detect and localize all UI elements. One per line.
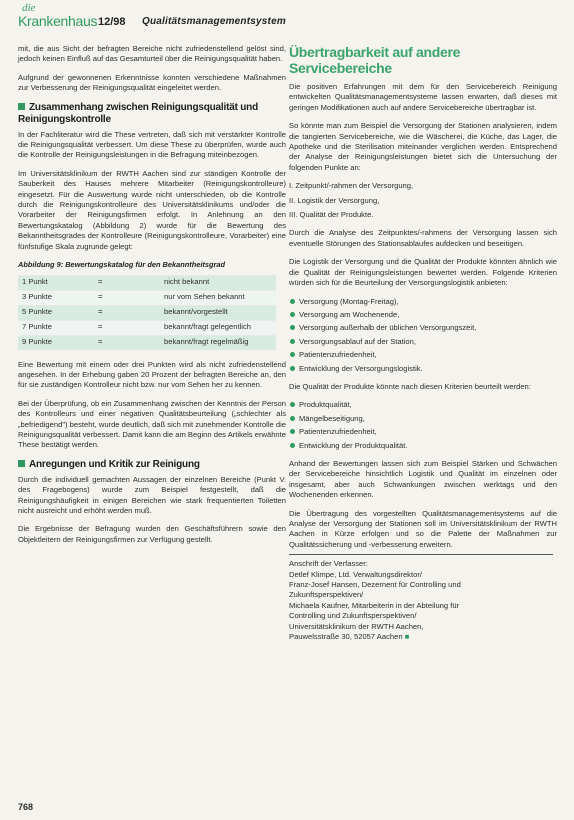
list-item-text: Mängelbeseitigung, — [299, 413, 365, 423]
list-item — [289, 441, 557, 451]
divider — [289, 554, 553, 555]
table-cell-description: bekannt/vorgestellt — [160, 305, 276, 320]
section-marker-icon — [18, 103, 25, 110]
right-column — [289, 44, 557, 642]
list-item — [289, 400, 557, 410]
table-cell-points: 9 Punkte — [18, 335, 98, 350]
left-column — [18, 44, 286, 553]
bullet-icon — [290, 312, 295, 317]
address-line: Detlef Klimpe, Ltd. Verwaltungsdirektor/ — [289, 569, 422, 579]
table-cell-description: bekannt/fragt regelmäßig — [160, 335, 276, 350]
table-row — [18, 275, 276, 290]
list-item-text: Versorgung außerhalb der üblichen Versorgungszeit, — [299, 323, 477, 333]
address-line: Universitätsklinikum der RWTH Aachen, — [289, 621, 424, 631]
paragraph: Die Logistik der Versorgung und die Qualität der Produkte könnten ähnlich wie die Qualität der Reinigungsleistungen bewertet werden. Folgende Kriterien würden sich für die Beurteilung der Versorgungslogistik anbieten: — [289, 257, 557, 288]
list-item — [289, 310, 557, 320]
bullet-icon — [290, 325, 295, 330]
author-address — [289, 559, 557, 642]
page-number: 768 — [18, 802, 34, 812]
roman-list-item: II. Logistik der Versorgung, — [289, 195, 380, 205]
paragraph: Aufgrund der gewonnenen Erkenntnisse konnten verschiedene Maßnahmen zur Verbesserung der Reinigungsqualität eingeleitet werden. — [18, 72, 286, 93]
list-item — [289, 364, 557, 374]
heading-text: Zusammenhang zwischen Reinigungsqualität und Reinigungskontrolle — [18, 101, 258, 125]
table-cell-equals: = — [98, 335, 160, 350]
logo-word-krankenhaus: Krankenhaus — [18, 13, 98, 29]
paragraph: Eine Bewertung mit einem oder drei Punkten wird als nicht zufriedenstellend angesehen. In der Erhebung gaben 20 Prozent der befragten Bereiche an, den für sie zuständigen Kontrolleur nicht bzw. nur vom Sehen her zu kennen. — [18, 359, 286, 390]
table-row — [18, 320, 276, 335]
list-item — [289, 427, 557, 437]
quality-criteria-list — [289, 400, 557, 451]
paragraph: Die Übertragung des vorgestellten Qualitätsmanagementsystems auf die Analyse der Versorgung der Stationen soll im Universitätsklinikum der RWTH Aachen in Kürze erfolgen und so die Palette der Maßnahmen zur Qualitätssicherung und -verbesserung erweitern. — [289, 508, 557, 549]
logo-word-die: die — [22, 2, 36, 14]
paragraph: Anhand der Bewertungen lassen sich zum Beispiel Stärken und Schwächen der Servicebereiche hinsichtlich Logistik und Qualität im einzelnen oder insgesamt, aber auch Schwankungen zwischen werktags und den Wochenenden erkennen. — [289, 458, 557, 500]
list-item — [289, 323, 557, 333]
page-header — [18, 2, 558, 32]
address-line: Zukunftsperspektiven/ — [289, 590, 364, 600]
address-line: Anschrift der Verfasser: — [289, 559, 368, 569]
list-item-text: Patientenzufriedenheit, — [299, 350, 377, 360]
roman-list-item: III. Qualität der Produkte. — [289, 210, 374, 220]
journal-logo — [18, 2, 96, 32]
list-item — [289, 337, 557, 347]
issue-number: 12/98 — [98, 16, 126, 28]
section-marker-icon — [18, 460, 25, 467]
paragraph: Die Qualität der Produkte könnte nach diesen Kriterien beurteilt werden: — [289, 381, 531, 391]
table-cell-points: 1 Punkt — [18, 275, 98, 290]
bullet-icon — [290, 352, 295, 357]
roman-list-item: I. Zeitpunkt/-rahmen der Versorgung, — [289, 181, 414, 191]
list-item-text: Versorgungsablauf auf der Station, — [299, 336, 416, 346]
paragraph: Bei der Überprüfung, ob ein Zusammenhang zwischen der Kenntnis der Person des Kontrolleurs und einer negativen Qualitätsbeurteilung („schlechter als „befriedigend") besteht, wurde deutlich, daß sich mit zunehmender Kontrolle die Reinigungsqualität verbessert. Damit kann die am Beginn des Artikels erwähnte These bestätigt werden. — [18, 398, 286, 450]
paragraph: Im Universitätsklinikum der RWTH Aachen sind zur ständigen Kontrolle der Sauberkeit des Hauses mehrere Mitarbeiter (Reinigungskontrolleure) eingesetzt. Für die Auswertung wurde nicht unterschieden, ob die Kontrolle durch die Reinigungskontrolleure des Universitätsklinikums und/oder die Vorarbeiter der Reinigungsfirmen erfolgt. In Anlehnung an den Bewertungskatalog (Abbildung 2) wurde für die Bewertung des Bekanntheitsgrades der Kontrolleure (Reinigungskontrolleure, Vorarbeiter) eine fünfstufige Skala zugrunde gelegt: — [18, 168, 286, 251]
address-line: Michaela Kaufner, Mitarbeiterin in der Abteilung für — [289, 600, 460, 610]
table-cell-description: bekannt/fragt gelegentlich — [160, 320, 276, 335]
logistics-criteria-list — [289, 297, 557, 374]
table-cell-equals: = — [98, 320, 160, 335]
heading-anregungen — [18, 459, 286, 471]
bullet-icon — [290, 443, 295, 448]
section-title: Qualitätsmanagementsystem — [142, 16, 286, 27]
table-cell-equals: = — [98, 290, 160, 305]
table-cell-description: nicht bekannt — [160, 275, 276, 290]
address-line: Franz-Josef Hansen, Dezernent für Controlling und — [289, 580, 461, 590]
list-item-text: Entwicklung der Versorgungslogistik. — [299, 363, 423, 373]
paragraph: Die Ergebnisse der Befragung wurden den Geschäftsführern sowie den Objektleitern der Reinigungsfirmen zur Verfügung gestellt. — [18, 524, 286, 544]
table-row — [18, 290, 276, 305]
list-item-text: Produktqualität, — [299, 400, 352, 410]
bullet-icon — [290, 416, 295, 421]
table-cell-points: 3 Punkte — [18, 290, 98, 305]
bullet-icon — [290, 299, 295, 304]
table-cell-points: 7 Punkte — [18, 320, 98, 335]
article-section-title: Übertragbarkeit auf andere Servicebereiche — [289, 44, 461, 76]
paragraph: mit, die aus Sicht der befragten Bereiche nicht zufriedenstellend gelöst sind, jedoch keinen Einfluß auf das Gesamturteil über die Reinigungsqualität haben. — [18, 44, 286, 64]
end-mark-icon: ■ — [404, 632, 410, 642]
paragraph: Durch die individuell gemachten Aussagen der einzelnen Bereiche (Punkt V. des Fragebogens) wurde zum Beispiel festgestellt, daß die Reinigungshäufigkeit in einigen Bereichen wie stark frequentierten Toiletten nicht ausreicht und erhöht werden muß. — [18, 474, 286, 515]
address-text: Pauwelsstraße 30, 52057 Aachen — [289, 632, 403, 642]
heading-text: Anregungen und Kritik zur Reinigung — [29, 458, 200, 470]
bullet-icon — [290, 429, 295, 434]
list-item-text: Versorgung (Montag-Freitag), — [299, 296, 399, 306]
address-line: Controlling und Zukunftsperspektiven/ — [289, 611, 417, 621]
list-item-text: Entwicklung der Produktqualität. — [299, 440, 408, 450]
table-cell-equals: = — [98, 305, 160, 320]
table-row — [18, 305, 276, 320]
rating-table — [18, 275, 276, 350]
heading-zusammenhang — [18, 102, 286, 126]
list-item — [289, 350, 557, 360]
address-line — [289, 632, 557, 642]
table-cell-equals: = — [98, 275, 160, 290]
list-item — [289, 414, 557, 424]
paragraph: Durch die Analyse des Zeitpunktes/-rahmens der Versorgung lassen sich eventuelle Störungen des Stationsablaufes aufdecken und beseitigen. — [289, 228, 557, 248]
paragraph: So könnte man zum Beispiel die Versorgung der Stationen analysieren, indem die tangierten Servicebereiche, wie die Wäscherei, die Küche, das Lager, die Apotheke und die Sterilisation miteinander verglichen werden. Entsprechend der Analyse der Reinigungsleistungen bietet sich die Untersuchung der folgenden Punkte an: — [289, 121, 557, 172]
table-cell-description: nur vom Sehen bekannt — [160, 290, 276, 305]
list-item-text: Versorgung am Wochenende, — [299, 309, 400, 319]
bullet-icon — [290, 366, 295, 371]
bullet-icon — [290, 339, 295, 344]
table-cell-points: 5 Punkte — [18, 305, 98, 320]
paragraph: Die positiven Erfahrungen mit dem für den Servicebereich Reinigung entwickelten Qualitätsmanagementsysteme lassen erwarten, daß dieses mit geringen Modifikationen auch auf andere Servicebereiche übertragbar ist. — [289, 82, 557, 112]
paragraph: In der Fachliteratur wird die These vertreten, daß sich mit verstärkter Kontrolle die Reinigungsqualität verbessert. Um diese These zu überprüfen, wurde auch die Kontrolle der Reinigungsleistungen in die Befragung miteinbezogen. — [18, 129, 286, 160]
table-row — [18, 335, 276, 350]
list-item — [289, 297, 557, 307]
bullet-icon — [290, 402, 295, 407]
list-item-text: Patientenzufriedenheit, — [299, 427, 377, 437]
figure-caption: Abbildung 9: Bewertungskatalog für den Bekanntheitsgrad — [18, 260, 225, 270]
